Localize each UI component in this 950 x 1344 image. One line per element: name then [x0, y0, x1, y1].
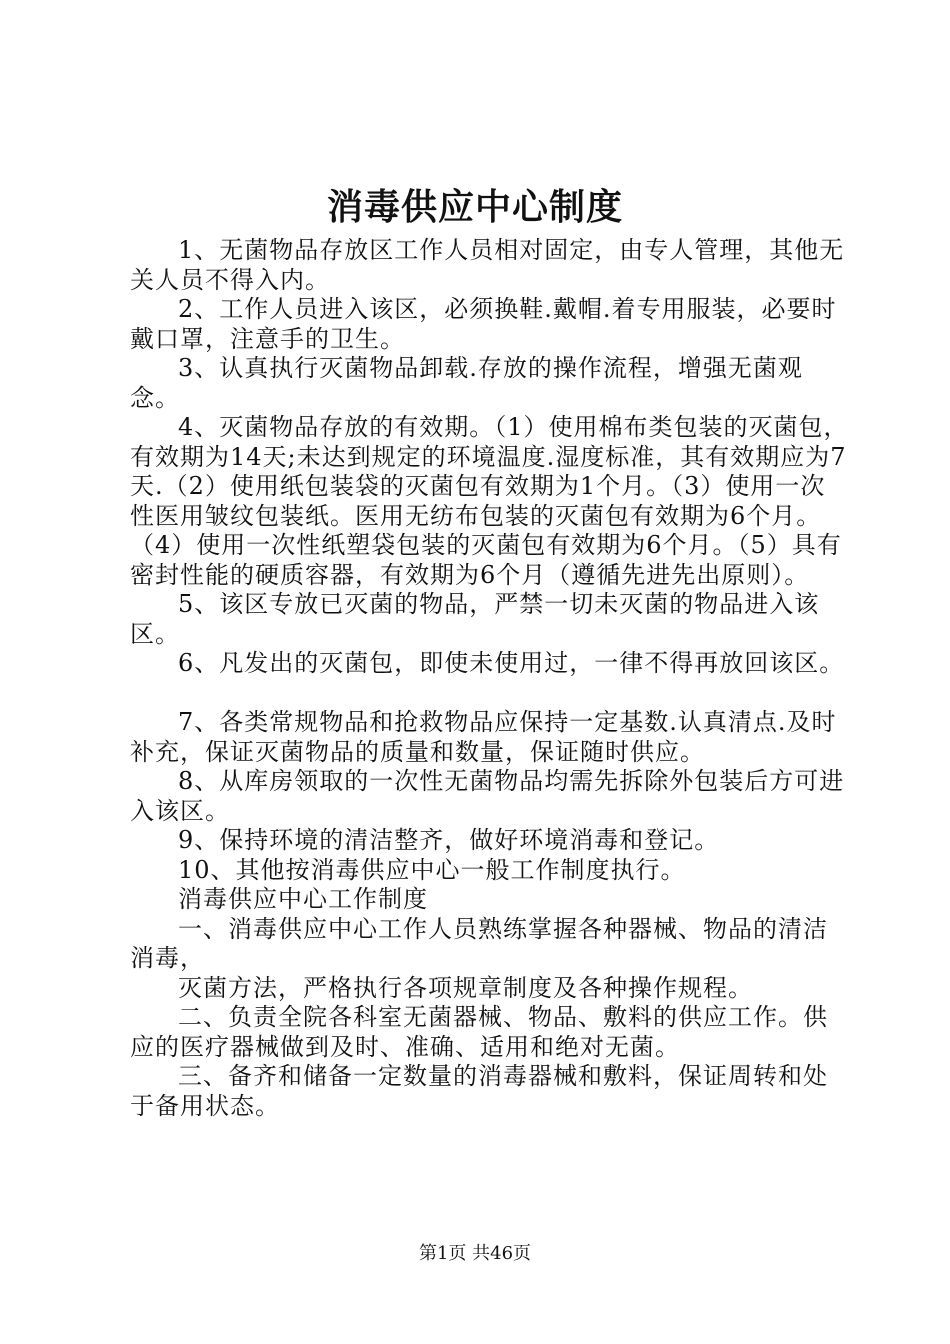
paragraph-section-1: 一、消毒供应中心工作人员熟练掌握各种器械、物品的清洁消毒，: [130, 914, 828, 972]
paragraph-section-2: 二、负责全院各科室无菌器械、物品、敷料的供应工作。供应的医疗器械做到及时、准确、适用和绝对无菌。: [130, 1003, 828, 1061]
paragraph-1: 1、无菌物品存放区工作人员相对固定，由专人管理，其他无关人员不得入内。: [130, 236, 845, 294]
paragraph-8: 8、从库房领取的一次性无菌物品均需先拆除外包装后方可进入该区。: [130, 767, 845, 825]
paragraph-4: 4、灭菌物品存放的有效期。（1）使用棉布类包装的灭菌包，有效期为14天;未达到规定的环境温度.湿度标准，其有效期应为7天.（2）使用纸包装袋的灭菌包有效期为1个月。（3）使用一次性医用皱纹包装纸。医用无纺布包装的灭菌包有效期为6个月。（4）使用一次性纸塑袋包装的灭菌包有效期为6个月。（5）具有密封性能的硬质容器，有效期为6个月（遵循先进先出原则）。: [130, 413, 849, 589]
paragraph-3: 3、认真执行灭菌物品卸载.存放的操作流程，增强无菌观念。: [130, 354, 803, 412]
document-title: 消毒供应中心制度: [326, 187, 623, 228]
paragraph-gap: [130, 679, 850, 709]
paragraph-2: 2、工作人员进入该区，必须换鞋.戴帽.着专用服装，必要时戴口罩，注意手的卫生。: [130, 295, 837, 353]
section-heading: 消毒供应中心工作制度: [178, 885, 428, 913]
paragraph-7: 7、各类常规物品和抢救物品应保持一定基数.认真清点.及时补充，保证灭菌物品的质量和数量，保证随时供应。: [130, 708, 837, 766]
paragraph-5: 5、该区专放已灭菌的物品，严禁一切未灭菌的物品进入该区。: [130, 590, 820, 648]
paragraph-section-3: 三、备齐和储备一定数量的消毒器械和敷料，保证周转和处于备用状态。: [130, 1062, 828, 1120]
paragraph-section-1-cont: 灭菌方法，严格执行各项规章制度及各种操作规程。: [178, 973, 753, 1002]
page-footer: 第1页 共46页: [418, 1243, 532, 1264]
paragraph-9: 9、保持环境的清洁整齐，做好环境消毒和登记。: [178, 826, 720, 854]
paragraph-6: 6、凡发出的灭菌包，即使未使用过，一律不得再放回该区。: [178, 649, 845, 677]
document-body: [130, 236, 850, 1121]
paragraph-10: 10、其他按消毒供应中心一般工作制度执行。: [178, 855, 686, 884]
